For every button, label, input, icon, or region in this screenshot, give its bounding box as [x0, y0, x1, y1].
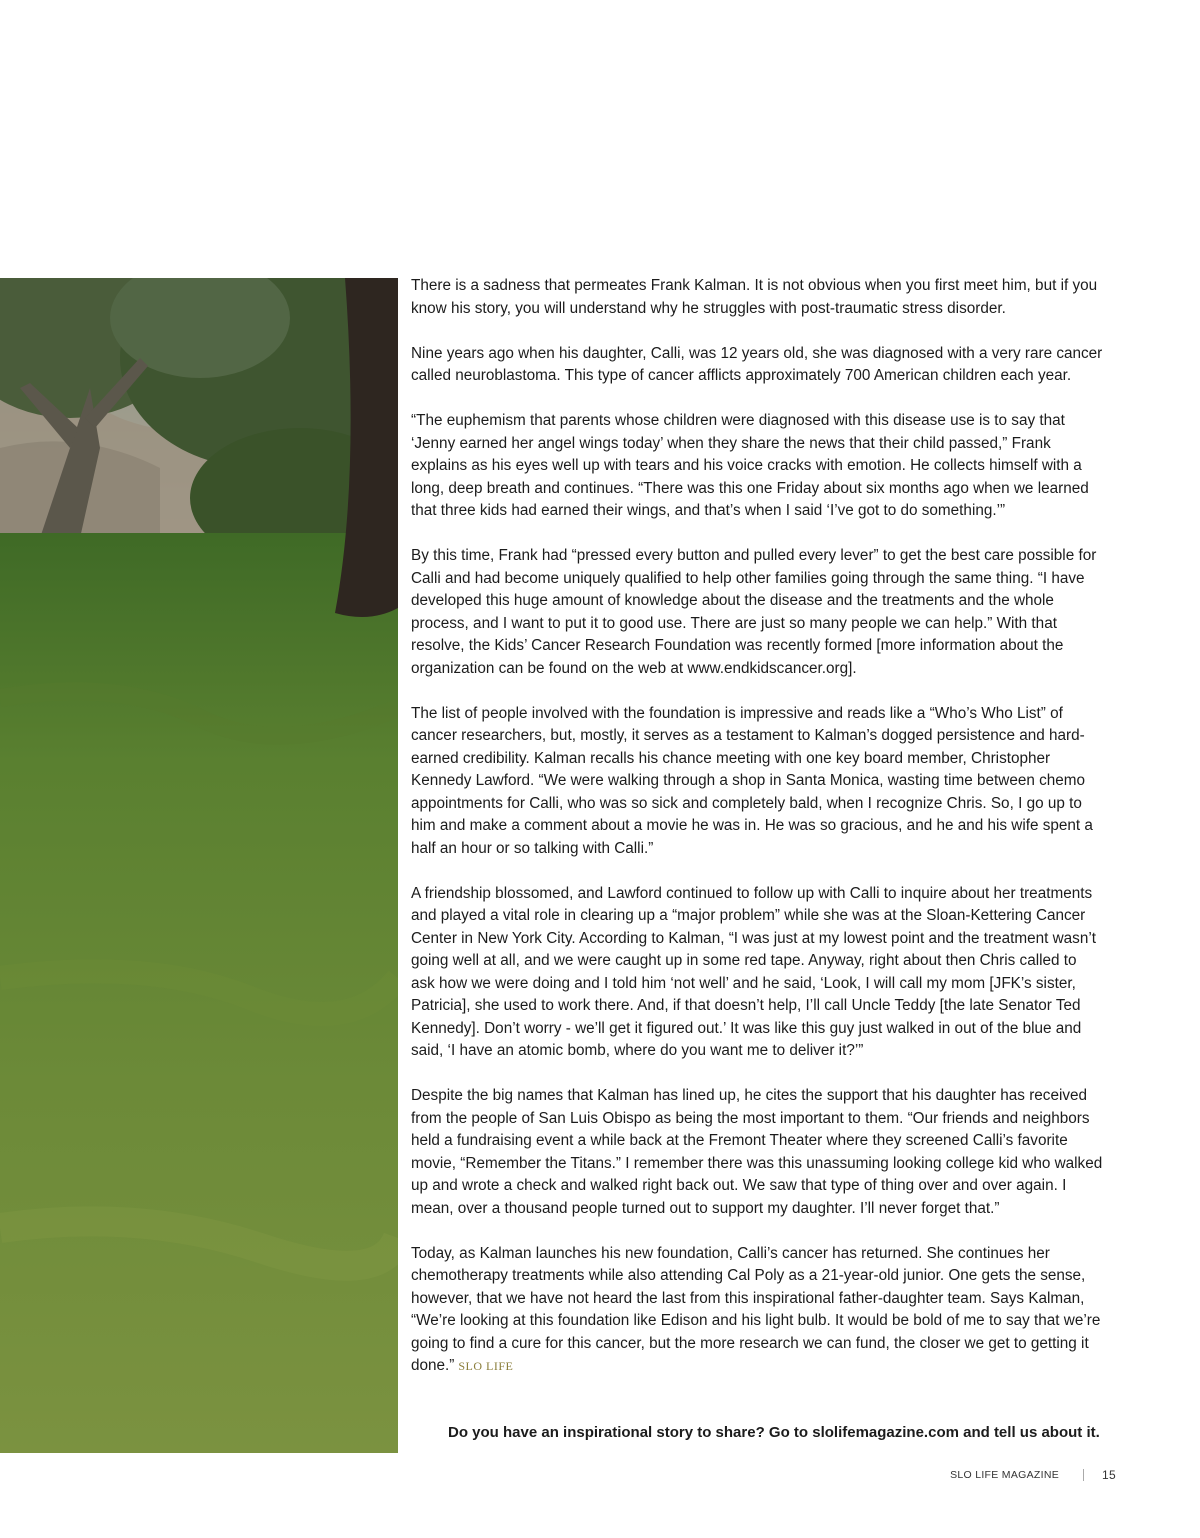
- paragraph: By this time, Frank had “pressed every button and pulled every lever” to get the best care possible for Calli and had become uniquely qualified to help other families going through the same thing. “I have developed this huge amount of knowledge about the disease and the treatments and the whole process, and I want to put it to good use. There are just so many people we can help.” With that resolve, the Kids’ Cancer Research Foundation was recently formed [more information about the organization can be found on the web at www.endkidscancer.org].: [411, 547, 1097, 677]
- paragraph: There is a sadness that permeates Frank Kalman. It is not obvious when you first meet him, but if you know his story, you will understand why he struggles with post-traumatic stress disorder.: [411, 277, 1098, 317]
- page-footer: [950, 1468, 1116, 1482]
- paragraph: Nine years ago when his daughter, Calli, was 12 years old, she was diagnosed with a very rare cancer called neuroblastoma. This type of cancer afflicts approximately 700 American children each year.: [411, 344, 1103, 384]
- article-body: [411, 275, 1103, 1400]
- final-paragraph: [411, 1243, 1103, 1378]
- publication-name: SLO LIFE MAGAZINE: [950, 1469, 1060, 1481]
- page-number: 15: [1102, 1468, 1116, 1482]
- final-paragraph-text: Today, as Kalman launches his new foundation, Calli’s cancer has returned. She continues her chemotherapy treatments while also attending Cal Poly as a 21-year-old junior. One gets the sense, however, that we have not heard the last from this inspirational father-daughter team. Says Kalman, “We’re looking at this foundation like Edison and his light bulb. It would be bold of me to say that we’re going to find a cure for this cancer, but the more research we can fund, the closer we get to getting it done.”: [411, 1244, 1101, 1374]
- paragraph: The list of people involved with the foundation is impressive and reads like a “Who’s Who List” of cancer researchers, but, mostly, it serves as a testament to Kalman’s dogged persistence and hard-earned credibility. Kalman recalls his chance meeting with one key board member, Christopher Kennedy Lawford. “We were walking through a shop in Santa Monica, wasting time between chemo appointments for Calli, who was so sick and completely bald, when I recognize Chris. So, I go up to him and make a comment about a movie he was in. He was so gracious, and he and his wife spent a half an hour or so talking with Calli.”: [411, 704, 1093, 857]
- paragraph: Despite the big names that Kalman has lined up, he cites the support that his daughter has received from the people of San Luis Obispo as being the most important to them. “Our friends and neighbors held a fundraising event a while back at the Fremont Theater where they screened Calli’s favorite movie, “Remember the Titans.” I remember there was this unassuming looking college kid who walked up and wrote a check and walked right back out. We saw that type of thing over and over again. I mean, over a thousand people turned out to support my daughter. I’ll never forget that.”: [411, 1087, 1103, 1217]
- paragraph: “The euphemism that parents whose children were diagnosed with this disease use is to say that ‘Jenny earned her angel wings today’ when they share the news that their child passed,” Frank explains as his eyes well up with tears and his voice cracks with emotion. He collects himself with a long, deep breath and continues. “There was this one Friday about six months ago when we learned that three kids had earned their wings, and that’s when I said ‘I’ve got to do something.’”: [411, 412, 1089, 519]
- call-to-action: Do you have an inspirational story to share? Go to slolifemagazine.com and tell us about it.: [448, 1424, 1100, 1441]
- paragraph: A friendship blossomed, and Lawford continued to follow up with Calli to inquire about her treatments and played a vital role in clearing up a “major problem” while she was at the Sloan-Kettering Cancer Center in New York City. According to Kalman, “I was just at my lowest point and the treatment wasn’t going well at all, and we were caught up in some red tape. Anyway, right about then Chris called to ask how we were doing and I told him ‘not well’ and he said, ‘Look, I will call my mom [JFK’s sister, Patricia], she used to work there. And, if that doesn’t help, I’ll call Uncle Teddy [the late Senator Ted Kennedy]. Don’t worry - we’ll get it figured out.’ It was like this guy just walked in out of the blue and said, ‘I have an atomic bomb, where do you want me to deliver it?’”: [411, 884, 1096, 1059]
- photo-illustration: [0, 278, 398, 1453]
- footer-divider: [1083, 1469, 1084, 1481]
- park-lawn-tree-photo: [0, 278, 398, 1453]
- slo-life-signoff: SLO LIFE: [458, 1359, 514, 1373]
